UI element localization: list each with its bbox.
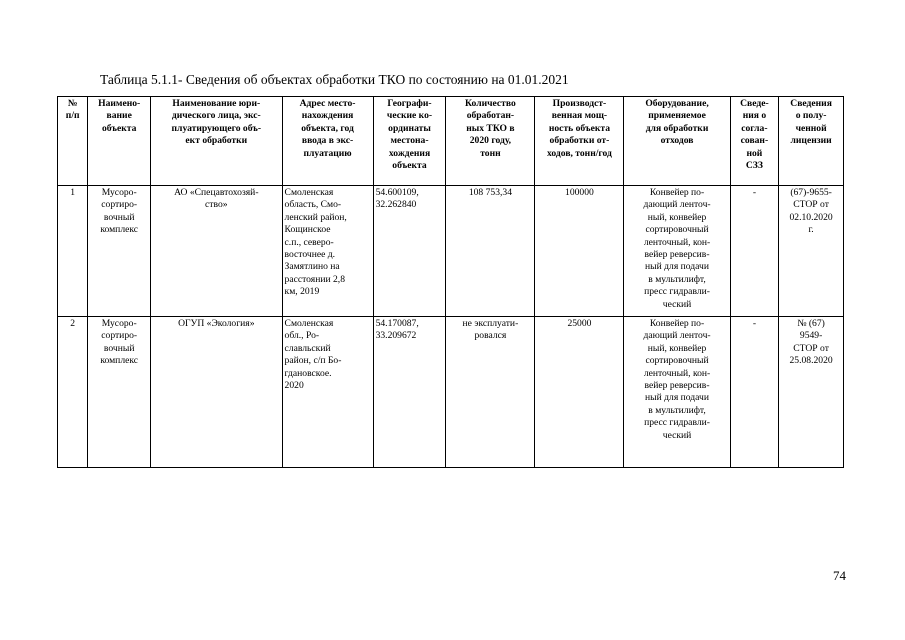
cell-szz: - bbox=[730, 186, 779, 317]
facilities-table bbox=[57, 96, 844, 468]
cell-processed: не эксплуати- ровался bbox=[446, 317, 535, 468]
cell-license: № (67) 9549- СТОР от 25.08.2020 bbox=[779, 317, 844, 468]
table-row bbox=[58, 317, 844, 468]
cell-name: Мусоро- сортиро- вочный комплекс bbox=[88, 317, 151, 468]
cell-coordinates: 54.170087, 33.209672 bbox=[373, 317, 446, 468]
table-header-row bbox=[58, 97, 844, 186]
cell-name: Мусоро- сортиро- вочный комплекс bbox=[88, 186, 151, 317]
cell-equipment: Конвейер по- дающий ленточ- ный, конвейер сортировочный ленточный, кон- вейер реверсив- ный для подачи в мультилифт, пресс гидравли- ческий bbox=[624, 317, 730, 468]
header-cell-szz: Сведе- ния о согла- сован- ной СЗЗ bbox=[730, 97, 779, 186]
cell-coordinates: 54.600109, 32.262840 bbox=[373, 186, 446, 317]
header-cell-number: № п/п bbox=[58, 97, 88, 186]
page-number: 74 bbox=[833, 568, 846, 583]
cell-capacity: 100000 bbox=[535, 186, 624, 317]
header-cell-equipment: Оборудование, применяемое для обработки отходов bbox=[624, 97, 730, 186]
cell-number: 1 bbox=[58, 186, 88, 317]
header-cell-license: Сведения о полу- ченной лицензии bbox=[779, 97, 844, 186]
cell-number: 2 bbox=[58, 317, 88, 468]
cell-processed: 108 753,34 bbox=[446, 186, 535, 317]
header-cell-coordinates: Географи- ческие ко- ординаты местона- хождения объекта bbox=[373, 97, 446, 186]
cell-equipment: Конвейер по- дающий ленточ- ный, конвейер сортировочный ленточный, кон- вейер реверсив- ный для подачи в мультилифт, пресс гидравли- ческий bbox=[624, 186, 730, 317]
cell-capacity: 25000 bbox=[535, 317, 624, 468]
table-caption: Таблица 5.1.1- Сведения об объектах обработки ТКО по состоянию на 01.01.2021 bbox=[100, 72, 569, 87]
cell-address: Смоленская область, Смо- ленский район, Кощинское с.п., северо- восточнее д. Замятлино на расстоянии 2,8 км, 2019 bbox=[282, 186, 373, 317]
table-row bbox=[58, 186, 844, 317]
header-cell-operator: Наименование юри- дического лица, экс- плуатирующего объ- ект обработки bbox=[151, 97, 283, 186]
header-cell-processed: Количество обработан- ных ТКО в 2020 году, тонн bbox=[446, 97, 535, 186]
header-cell-name: Наимено- вание объекта bbox=[88, 97, 151, 186]
cell-operator: ОГУП «Экология» bbox=[151, 317, 283, 468]
cell-szz: - bbox=[730, 317, 779, 468]
header-cell-capacity: Производст- венная мощ- ность объекта обработки от- ходов, тонн/год bbox=[535, 97, 624, 186]
header-cell-address: Адрес место- нахождения объекта, год ввода в экс- плуатацию bbox=[282, 97, 373, 186]
cell-address: Смоленская обл., Ро- славльский район, с/п Бо- гдановское. 2020 bbox=[282, 317, 373, 468]
cell-license: (67)-9655- СТОР от 02.10.2020 г. bbox=[779, 186, 844, 317]
cell-operator: АО «Спецавтохозяй- ство» bbox=[151, 186, 283, 317]
